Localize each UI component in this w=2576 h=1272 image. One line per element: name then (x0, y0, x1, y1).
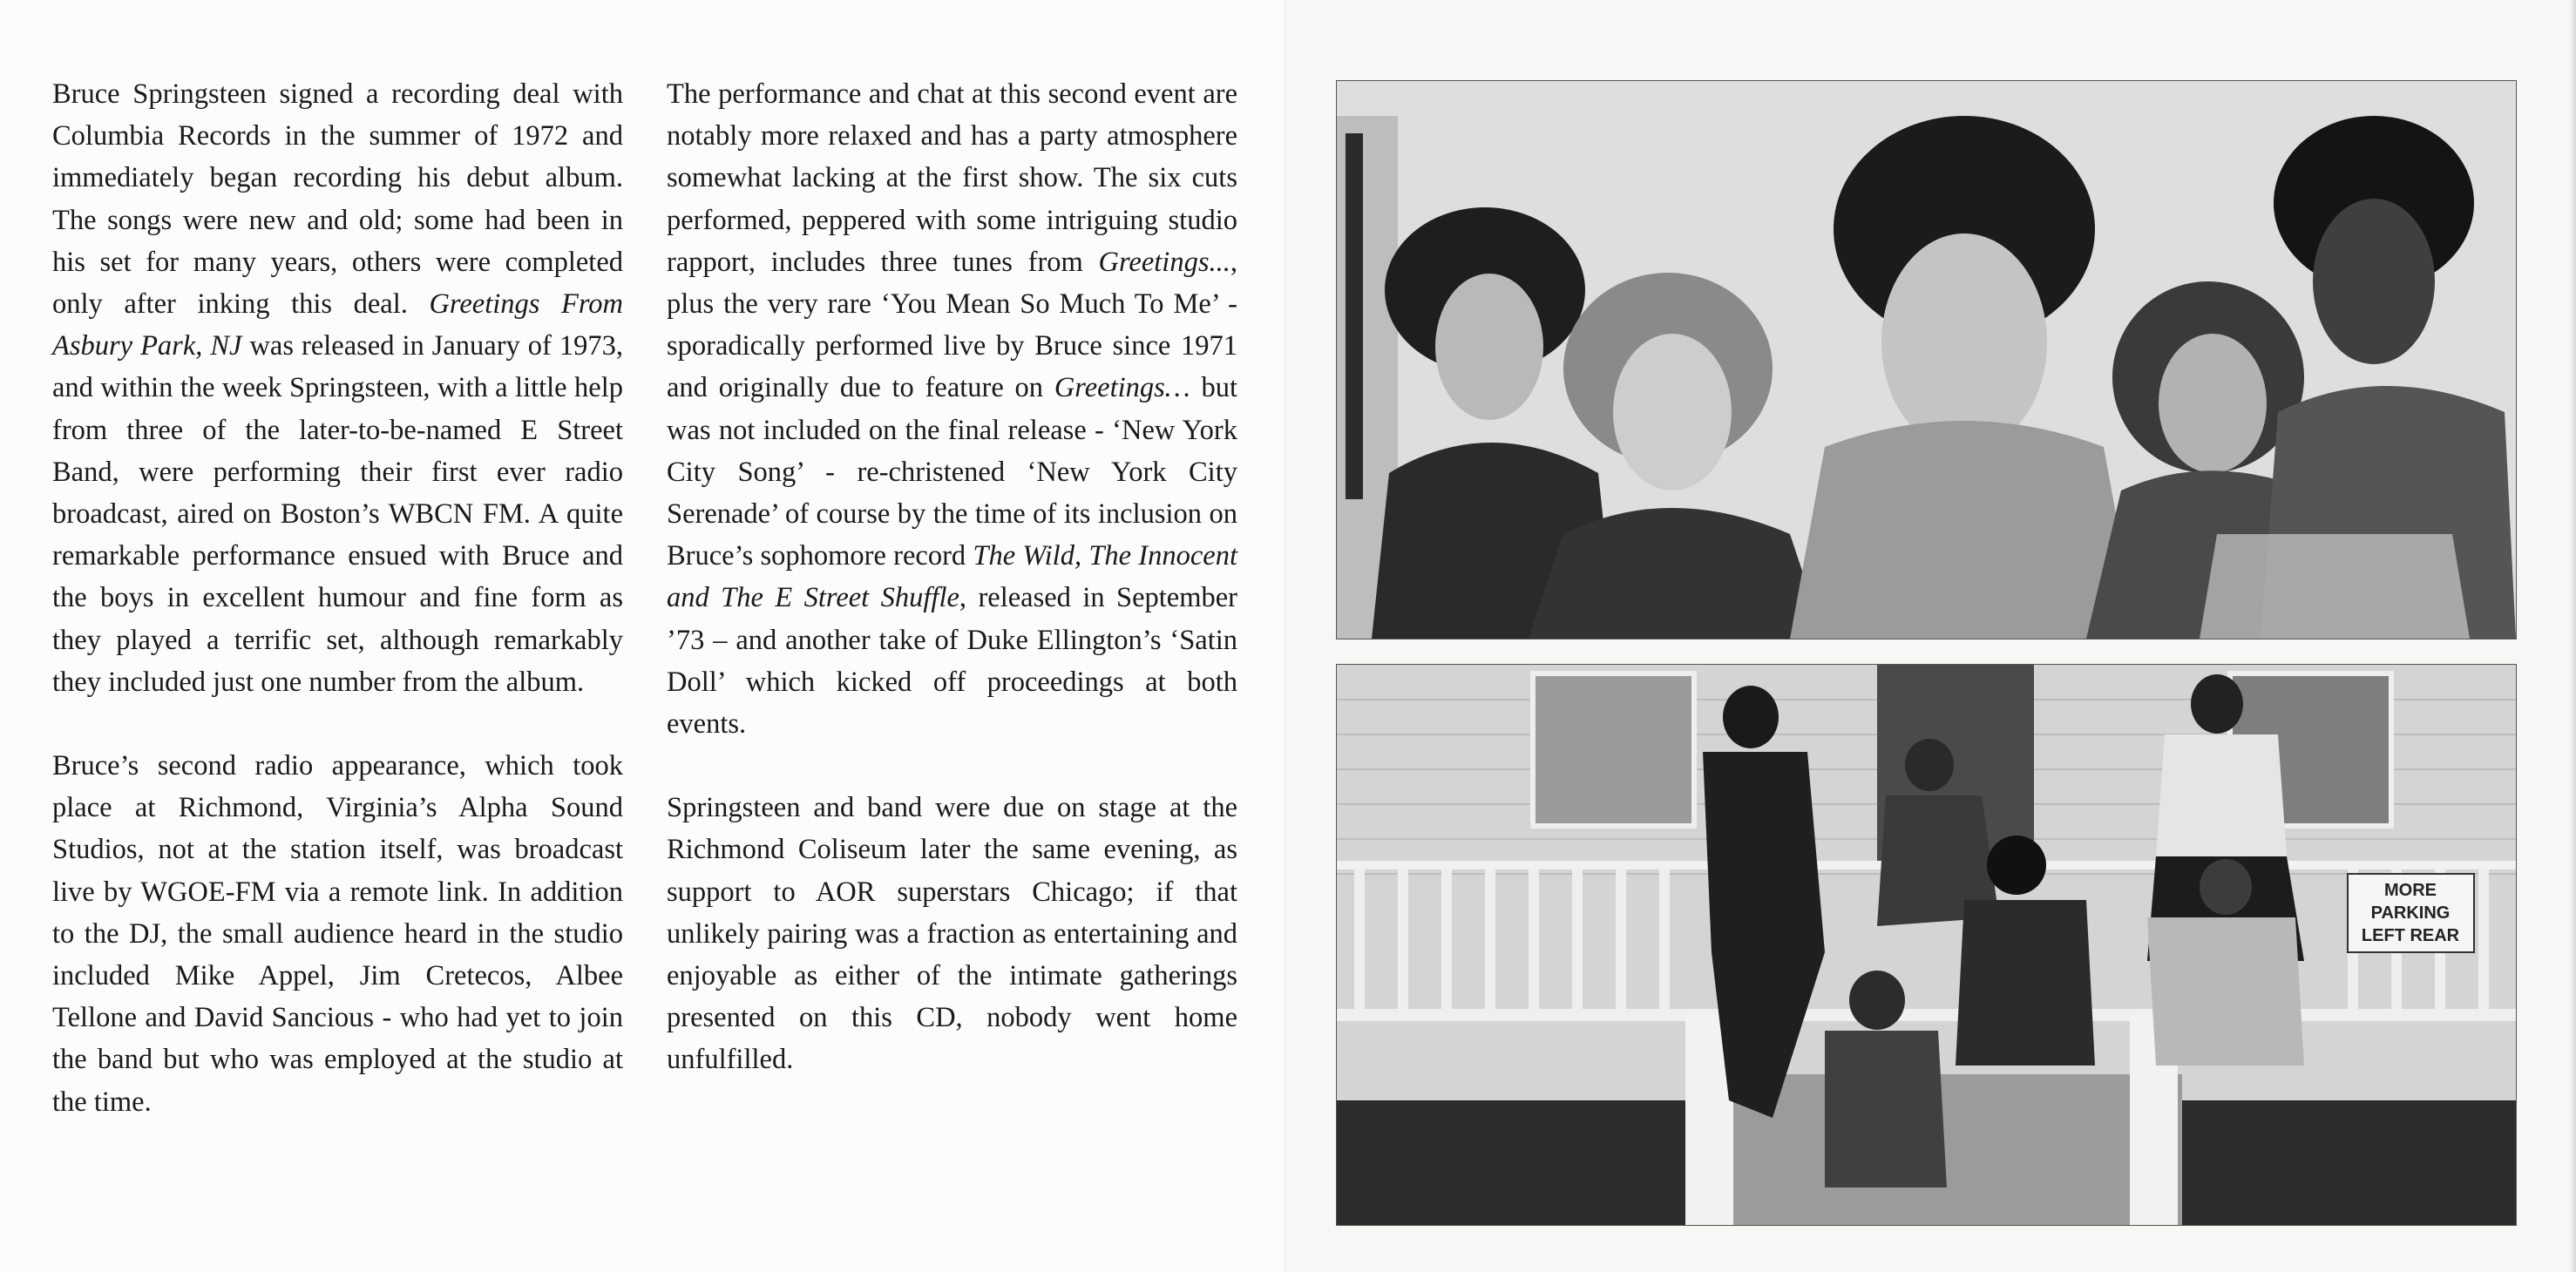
text-run: , plus the very rare ‘You Mean So Much To Me’ - sporadically performed live by Bruce since 1971 and originally due to feature on (667, 246, 1237, 404)
porch-group-photo (1336, 664, 2517, 1226)
text-run: Bruce Springsteen signed a recording deal with Columbia Records in the summer of 1972 and immediately began recording his debut album. The songs were new and old; some had been in his set for many years, others were completed only after inking this deal. (52, 78, 623, 321)
album-title: Greetings From Asbury Park, NJ (52, 288, 624, 362)
text-run: The performance and chat at this second event are notably more relaxed and has a party atmosphere somewhat lacking at the first show. The six cuts performed, peppered with some intriguing studio rapport, includes three tunes from (667, 78, 1237, 278)
page-edge (2571, 0, 2576, 1272)
porch-group-icon (1337, 665, 2516, 1225)
album-title: The Wild, The Innocent and The E Street Shuffle (667, 540, 1237, 614)
band-portrait-icon (1337, 81, 2516, 639)
paragraph-3 (667, 73, 1237, 745)
album-title: Greetings... (1098, 246, 1230, 278)
paragraph-2: Bruce’s second radio appearance, which took place at Richmond, Virginia’s Alpha Sound Studios, not at the station itself, was broadcast live by WGOE-FM via a remote link. In addition to the DJ, the small audience heard in the studio included Mike Appel, Jim Cretecos, Albee Tellone and David Sancious - who had yet to join the band but who was employed at the studio at the time. (52, 750, 623, 1118)
text-column-2 (667, 73, 1237, 1123)
text-run: but was not included on the final release - ‘New York City Song’ - re-christened ‘New York City Serenade’ of course by the time of its inclusion on Bruce’s sophomore record (667, 372, 1238, 572)
band-portrait-photo (1336, 80, 2517, 639)
paragraph-1 (52, 73, 623, 703)
parking-sign-text: MORE PARKING LEFT REAR (2361, 881, 2460, 945)
text-run: , released in September ’73 – and another take of Duke Ellington’s ‘Satin Doll’ which kicked off proceedings at both events. (667, 582, 1238, 741)
text-column-1 (52, 73, 623, 1165)
album-title: Greetings… (1054, 372, 1190, 404)
left-page (0, 0, 1285, 1272)
paragraph-4: Springsteen and band were due on stage at the Richmond Coliseum later the same evening, as support to AOR superstars Chicago; if that unlikely pairing was a fraction as entertaining and enjoyable as either of the intimate gatherings presented on this CD, nobody went home unfulfilled. (667, 792, 1237, 1076)
text-run: was released in January of 1973, and within the week Springsteen, with a little help from three of the later-to-be-named E Street Band, were performing their first ever radio broadcast, aired on Boston’s WBCN FM. A quite remarkable performance ensued with Bruce and the boys in excellent humour and fine form as they played a terrific set, although remarkably they included just one number from the album. (52, 330, 623, 698)
